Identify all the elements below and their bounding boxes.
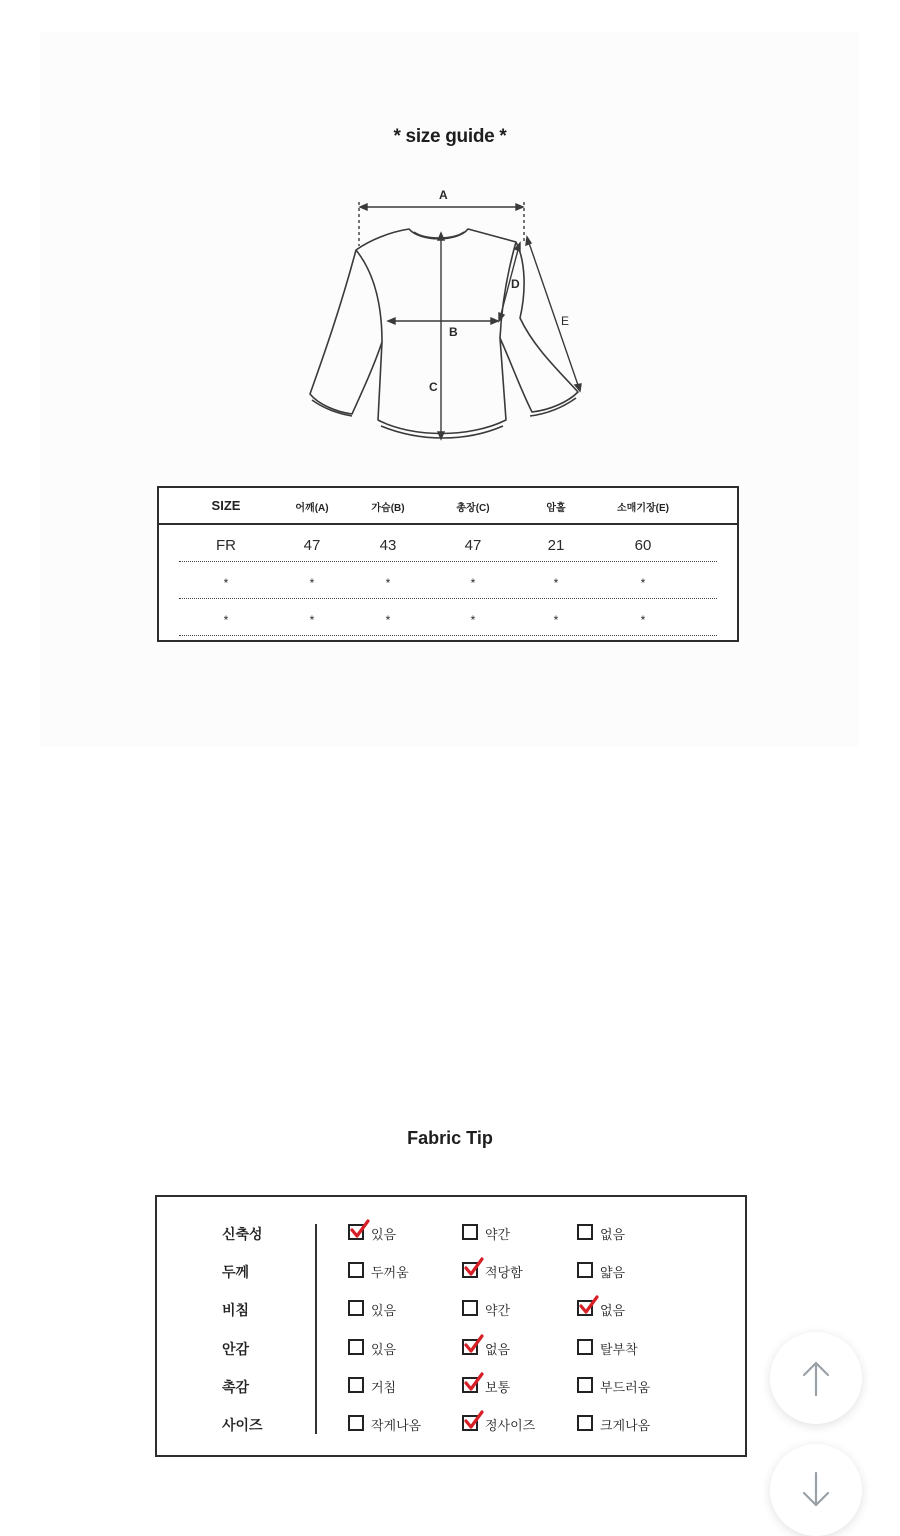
size-guide-title: * size guide * [393, 126, 507, 147]
fabric-category-label: 안감 [222, 1341, 250, 1357]
fabric-row [157, 1406, 745, 1444]
size-cell: * [223, 613, 229, 627]
check-mark-icon [578, 1295, 600, 1317]
fabric-option-label: 부드러움 [600, 1380, 651, 1395]
fabric-option-label: 탈부착 [600, 1342, 638, 1357]
size-table-header [159, 488, 737, 525]
left-armhole-seam [356, 250, 382, 342]
size-cell: * [385, 576, 391, 590]
size-row-empty-1 [159, 562, 737, 599]
size-cell: * [553, 613, 559, 627]
fabric-row [157, 1330, 745, 1368]
dimension-d-label: D [511, 277, 520, 291]
fabric-category-label: 신축성 [222, 1226, 263, 1242]
fabric-category-label: 사이즈 [222, 1417, 263, 1433]
fabric-row [157, 1291, 745, 1329]
size-cell: * [640, 613, 646, 627]
size-cell: * [309, 576, 315, 590]
fabric-option-label: 있음 [371, 1342, 397, 1357]
checkbox [577, 1224, 593, 1240]
fabric-option-label: 작게나옴 [371, 1418, 422, 1433]
dimension-a-right-arrow [516, 204, 523, 210]
header-chest: 가슴(B) [371, 503, 405, 514]
size-cell: 21 [547, 537, 565, 554]
checkbox [348, 1377, 364, 1393]
size-cell: 47 [464, 537, 482, 554]
fabric-option-label: 있음 [371, 1227, 397, 1242]
fabric-row [157, 1215, 745, 1253]
fabric-category-label: 두께 [222, 1264, 250, 1280]
arrow-up-icon [801, 1359, 831, 1397]
fabric-option-label: 정사이즈 [485, 1418, 536, 1433]
arrow-down-icon [801, 1471, 831, 1509]
fabric-row [157, 1253, 745, 1291]
fabric-option-label: 보통 [485, 1380, 511, 1395]
fabric-option-label: 있음 [371, 1303, 397, 1318]
check-mark-icon [463, 1334, 485, 1356]
fabric-category-label: 비침 [222, 1302, 250, 1318]
size-row-fr [159, 525, 737, 562]
header-length: 총장(C) [456, 503, 490, 514]
size-cell: * [385, 613, 391, 627]
fabric-option-label: 얇음 [600, 1265, 626, 1280]
fabric-option-label: 없음 [485, 1342, 511, 1357]
garment-outline [310, 229, 578, 434]
checkbox [348, 1415, 364, 1431]
check-mark-icon [463, 1372, 485, 1394]
checkbox [577, 1339, 593, 1355]
size-cell: 47 [303, 537, 321, 554]
size-cell: 60 [634, 537, 652, 554]
fabric-option-label: 없음 [600, 1303, 626, 1318]
dotted-divider [179, 635, 717, 636]
size-row-empty-2 [159, 599, 737, 636]
header-size: SIZE [211, 498, 241, 513]
checkbox [348, 1339, 364, 1355]
checkbox [462, 1300, 478, 1316]
scroll-down-button[interactable] [770, 1444, 862, 1536]
header-armhole: 암홀 [546, 503, 566, 514]
fabric-option-label: 거침 [371, 1380, 397, 1395]
checkbox [348, 1300, 364, 1316]
size-cell: * [470, 613, 476, 627]
checkbox [577, 1415, 593, 1431]
size-cell: FR [216, 537, 236, 554]
size-cell: * [553, 576, 559, 590]
checkbox [348, 1262, 364, 1278]
scroll-up-button[interactable] [770, 1332, 862, 1424]
fabric-option-label: 약간 [485, 1227, 511, 1242]
fabric-row [157, 1368, 745, 1406]
dimension-e-label: E [561, 314, 570, 328]
checkbox [577, 1377, 593, 1393]
fabric-tip-table [155, 1195, 747, 1457]
fabric-option-label: 적당함 [485, 1265, 523, 1280]
header-sleeve: 소매기장(E) [617, 503, 669, 514]
dimension-c-top-arrow [438, 233, 444, 240]
checkbox [577, 1262, 593, 1278]
fabric-category-label: 촉감 [222, 1379, 250, 1395]
size-cell: * [223, 576, 229, 590]
dimension-b-left-arrow [388, 318, 395, 324]
header-shoulder: 어깨(A) [295, 503, 329, 514]
dimension-c-label: C [429, 380, 438, 394]
check-mark-icon [463, 1410, 485, 1432]
size-cell: * [640, 576, 646, 590]
dimension-a-label: A [439, 188, 448, 202]
size-cell: 43 [379, 537, 397, 554]
size-cell: * [470, 576, 476, 590]
check-mark-icon [349, 1219, 371, 1241]
fabric-option-label: 약간 [485, 1303, 511, 1318]
dimension-b-label: B [449, 325, 458, 339]
checkbox [462, 1224, 478, 1240]
check-mark-icon [463, 1257, 485, 1279]
dimension-a-left-arrow [360, 204, 367, 210]
size-table [157, 486, 739, 642]
dimension-b-right-arrow [491, 318, 498, 324]
dimension-e-top-arrow [526, 237, 531, 245]
fabric-tip-title: Fabric Tip [407, 1128, 493, 1148]
fabric-option-label: 두꺼움 [371, 1265, 409, 1280]
size-cell: * [309, 613, 315, 627]
fabric-option-label: 크게나옴 [600, 1418, 651, 1433]
garment-diagram [300, 180, 600, 450]
fabric-option-label: 없음 [600, 1227, 626, 1242]
